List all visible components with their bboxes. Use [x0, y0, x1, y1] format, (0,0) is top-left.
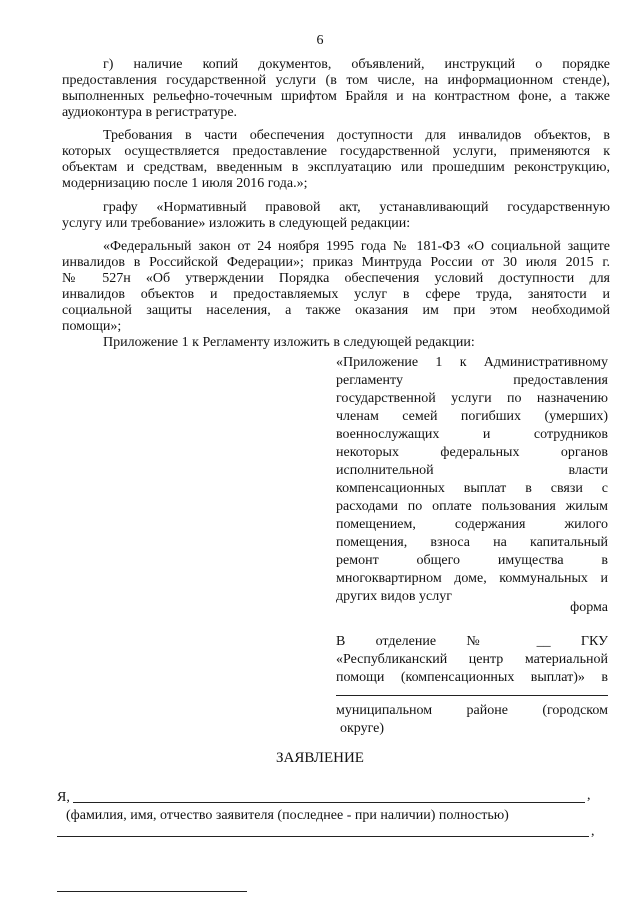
- appendix-line: многоквартирном доме, коммунальных и: [336, 571, 608, 586]
- district-line: округе): [340, 721, 385, 736]
- body-line: которых осуществляется предоставление государственной услуги, применяются к: [62, 144, 610, 159]
- body-line: инвалидов объектов и предоставляемых услуг в сфере труда, занятости и: [62, 287, 610, 302]
- comma: ,: [591, 824, 595, 839]
- body-line: предоставления государственной услуги (в том числе, на информационном стенде),: [62, 73, 610, 88]
- district-fill-line[interactable]: [336, 695, 608, 696]
- applicant-continuation-line[interactable]: [57, 836, 589, 837]
- appendix-line: военнослужащих и сотрудников: [336, 427, 608, 442]
- addressee-line: помощи (компенсационных выплат)» в: [336, 670, 608, 685]
- body-line: Приложение 1 к Регламенту изложить в следующей редакции:: [103, 335, 475, 350]
- appendix-line: компенсационных выплат в связи с: [336, 481, 608, 496]
- appendix-line: «Приложение 1 к Административному: [336, 355, 608, 370]
- body-line: графу «Нормативный правовой акт, устанавливающий государственную: [103, 200, 610, 215]
- body-line: г) наличие копий документов, объявлений, инструкций о порядке: [103, 57, 610, 72]
- appendix-line: ремонт общего имущества в: [336, 553, 608, 568]
- body-line: услугу или требование» изложить в следующей редакции:: [62, 216, 411, 231]
- appendix-line: исполнительной власти: [336, 463, 608, 478]
- appendix-line: регламенту предоставления: [336, 373, 608, 388]
- applicant-caption: (фамилия, имя, отчество заявителя (последнее - при наличии) полностью): [66, 808, 509, 823]
- comma: ,: [587, 788, 591, 803]
- page-number: 6: [316, 33, 324, 48]
- body-line: Требования в части обеспечения доступности для инвалидов объектов, в: [103, 128, 610, 143]
- applicant-prefix: Я,: [57, 790, 70, 805]
- addressee-line: В отделение № __ ГКУ: [336, 634, 608, 649]
- footnote-separator: [57, 891, 247, 892]
- addressee-line: «Республиканский центр материальной: [336, 652, 608, 667]
- applicant-name-line[interactable]: [73, 802, 585, 803]
- body-line: № 527н «Об утверждении Порядка обеспечения условий доступности для: [62, 271, 610, 286]
- form-label: форма: [570, 600, 608, 615]
- appendix-line: государственной услуги по назначению: [336, 391, 608, 406]
- district-line: муниципальном районе (городском: [336, 703, 608, 718]
- body-line: инвалидов в Российской Федерации»; приказ Минтруда России от 30 июля 2015 г.: [62, 255, 610, 270]
- body-line: социальной защиты населения, а также оказания им при этом необходимой: [62, 303, 610, 318]
- body-line: выполненных рельефно-точечным шрифтом Брайля и на контрастном фоне, а также: [62, 89, 610, 104]
- appendix-line: членам семей погибших (умерших): [336, 409, 608, 424]
- appendix-line: расходами по оплате пользования жилым: [336, 499, 608, 514]
- appendix-line: других видов услуг: [336, 589, 452, 604]
- document-title: ЗАЯВЛЕНИЕ: [276, 750, 364, 766]
- appendix-line: помещением, содержания жилого: [336, 517, 608, 532]
- body-line: «Федеральный закон от 24 ноября 1995 года № 181-ФЗ «О социальной защите: [103, 239, 610, 254]
- body-line: помощи»;: [62, 319, 122, 334]
- body-line: объектам и средствам, введенным в эксплуатацию или прошедшим реконструкцию,: [62, 160, 610, 175]
- appendix-line: помещения, взноса на капитальный: [336, 535, 608, 550]
- body-line: модернизацию после 1 июля 2016 года.»;: [62, 176, 308, 191]
- body-line: аудиоконтура в регистратуре.: [62, 105, 238, 120]
- appendix-line: некоторых федеральных органов: [336, 445, 608, 460]
